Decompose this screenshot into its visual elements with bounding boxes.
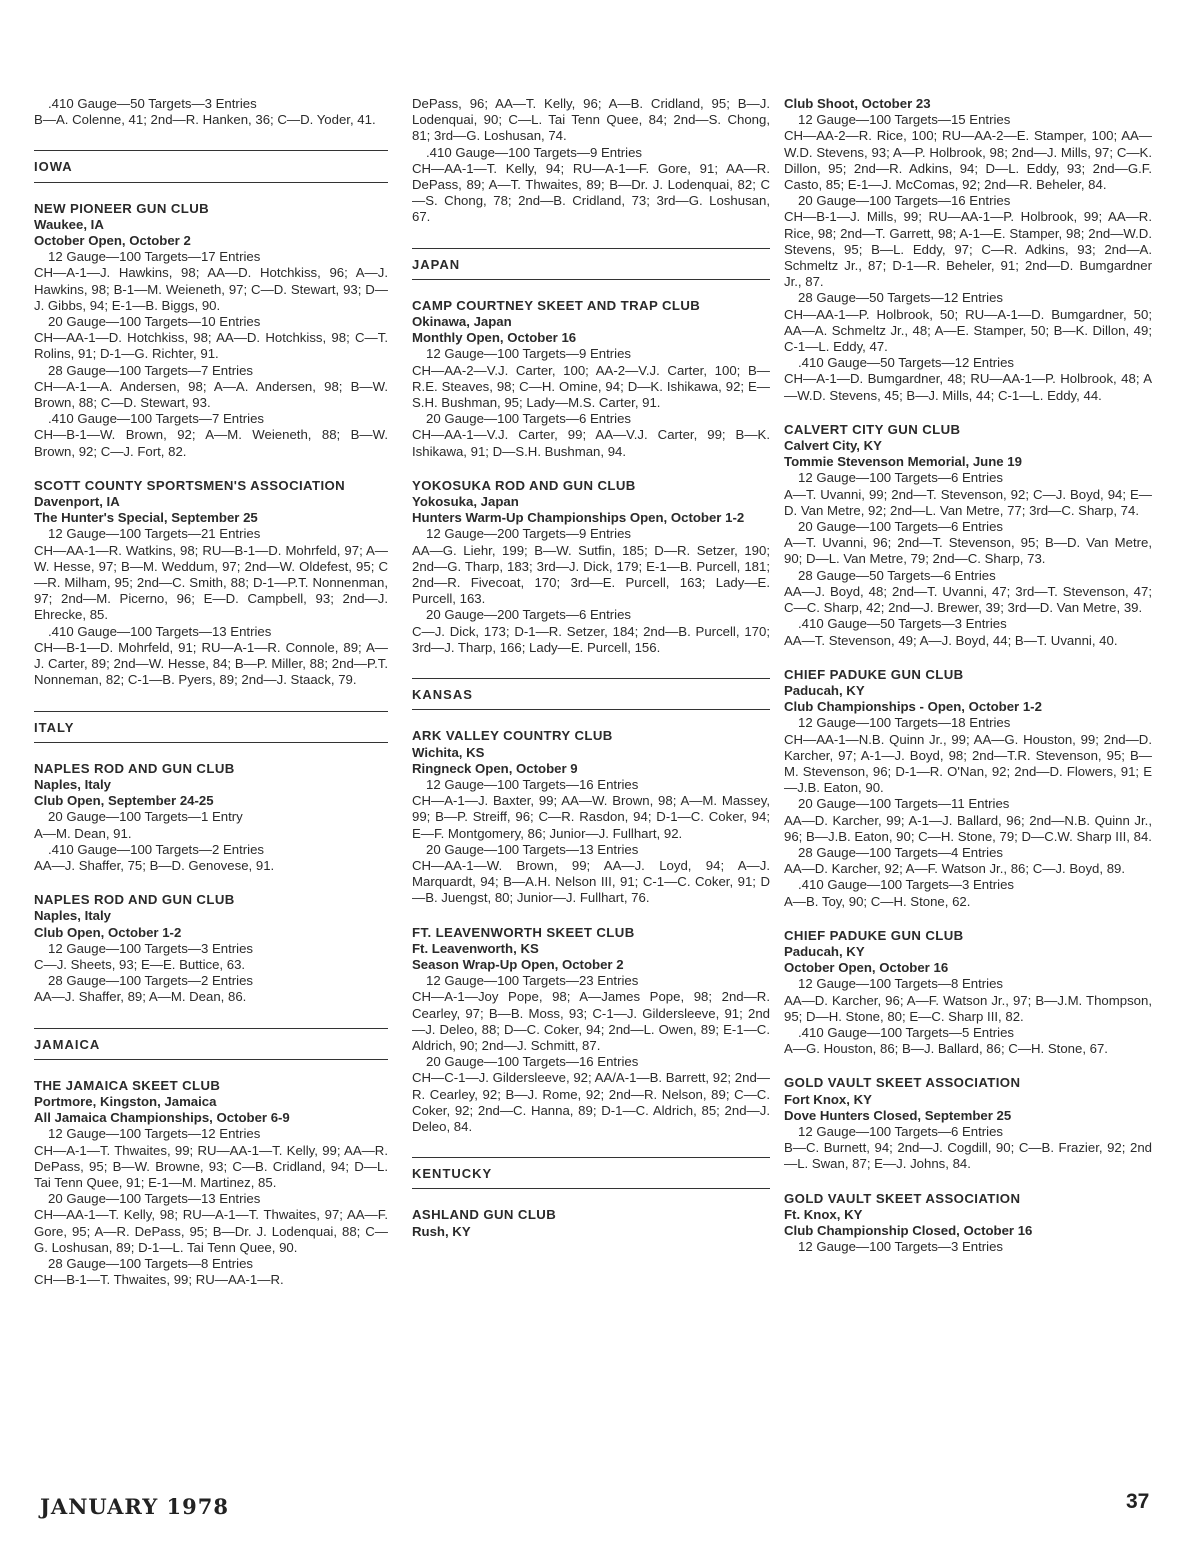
gauge-heading: 28 Gauge—100 Targets—7 Entries bbox=[48, 362, 254, 378]
results-text: B—A. Colenne, 41; 2nd—R. Hanken, 36; C—D. Yoder, 41. bbox=[34, 112, 376, 128]
results-block bbox=[412, 973, 774, 1135]
club-location: Okinawa, Japan bbox=[412, 314, 512, 330]
event-title: Club Open, September 24-25 bbox=[34, 793, 214, 809]
club-location: Paducah, KY bbox=[784, 943, 865, 959]
results-text: CH—AA-1—T. Kelly, 94; RU—A-1—F. Gore, 91; AA—R. DePass, 89; A—T. Thwaites, 89; B—Dr. J. Lodenquai, 82; C—S. Chong, 78; 2nd—B. Cridland, 73; 3rd—G. Loshusan, 67. bbox=[412, 160, 774, 225]
event-title: Club Championship Closed, October 16 bbox=[784, 1223, 1033, 1238]
gauge-heading: 28 Gauge—100 Targets—2 Entries bbox=[48, 973, 254, 989]
results-text: CH—A-1—J. Hawkins, 98; AA—D. Hotchkiss, 96; A—J. Hawkins, 98; B-1—M. Weieneth, 97; C—D. Stewart, 93; D—J. Gibbs, 94; E-1—B. Biggs, 90. bbox=[34, 265, 392, 313]
gauge-heading: 20 Gauge—200 Targets—6 Entries bbox=[426, 607, 632, 623]
gauge-heading: 12 Gauge—100 Targets—6 Entries bbox=[798, 470, 1004, 486]
column-2 bbox=[412, 96, 774, 1240]
state-section-header bbox=[34, 150, 388, 182]
results-text: C—J. Dick, 173; D-1—R. Setzer, 184; 2nd—B. Purcell, 170; 3rd—J. Tharp, 166; Lady—E. Purcell, 156. bbox=[412, 623, 774, 655]
column-3 bbox=[784, 96, 1156, 1255]
event-title: Ringneck Open, October 9 bbox=[412, 760, 578, 776]
issue-date-footer: JANUARY 1978 bbox=[40, 1494, 229, 1519]
club-location: Ft. Knox, KY bbox=[784, 1206, 863, 1222]
club-location: Portmore, Kingston, Jamaica bbox=[34, 1093, 217, 1109]
results-block bbox=[784, 976, 1156, 1057]
club-name: GOLD VAULT SKEET ASSOCIATION bbox=[784, 1190, 1021, 1206]
results-text: CH—B-1—T. Thwaites, 99; RU—AA-1—R. bbox=[34, 1272, 284, 1288]
club-location: Yokosuka, Japan bbox=[412, 494, 519, 510]
section-rule-bottom bbox=[34, 742, 388, 743]
club-location: Wichita, KS bbox=[412, 744, 485, 760]
results-text: AA—J. Shaffer, 89; A—M. Dean, 86. bbox=[34, 989, 247, 1005]
results-block bbox=[412, 346, 774, 459]
section-rule-bottom bbox=[412, 279, 770, 280]
results-block bbox=[784, 715, 1156, 909]
results-text: AA—D. Karcher, 99; A-1—J. Ballard, 96; 2nd—N.B. Quinn Jr., 96; B—J.B. Eaton, 90; C—H. Stone, 79; D—C.W. Sharp III, 84. bbox=[784, 812, 1156, 844]
section-rule-bottom bbox=[34, 1059, 388, 1060]
gauge-heading: 20 Gauge—100 Targets—11 Entries bbox=[798, 796, 1010, 812]
state-name: IOWA bbox=[34, 159, 73, 175]
club-location: Naples, Italy bbox=[34, 776, 111, 792]
results-text: CH—B-1—W. Brown, 92; A—M. Weieneth, 88; B—W. Brown, 92; C—J. Fort, 82. bbox=[34, 427, 392, 459]
gauge-heading: 12 Gauge—100 Targets—3 Entries bbox=[798, 1239, 1004, 1255]
results-text: AA—T. Stevenson, 49; A—J. Boyd, 44; B—T. Uvanni, 40. bbox=[784, 632, 1118, 648]
section-rule-bottom bbox=[34, 182, 388, 183]
results-text: CH—AA-1—D. Hotchkiss, 98; AA—D. Hotchkiss, 98; C—T. Rolins, 91; D-1—G. Richter, 91. bbox=[34, 330, 392, 362]
gauge-heading: 12 Gauge—100 Targets—8 Entries bbox=[798, 976, 1004, 992]
event-title: Tommie Stevenson Memorial, June 19 bbox=[784, 454, 1022, 470]
section-rule-bottom bbox=[412, 709, 770, 710]
gauge-heading: 12 Gauge—100 Targets—17 Entries bbox=[48, 249, 261, 265]
results-block bbox=[34, 1126, 392, 1288]
gauge-heading: 12 Gauge—100 Targets—6 Entries bbox=[798, 1123, 1004, 1139]
results-block bbox=[784, 470, 1156, 648]
event-title: Season Wrap-Up Open, October 2 bbox=[412, 956, 624, 972]
gauge-heading: 12 Gauge—100 Targets—18 Entries bbox=[798, 715, 1011, 731]
results-block bbox=[34, 809, 388, 874]
event-title: Monthly Open, October 16 bbox=[412, 330, 577, 346]
gauge-heading: 20 Gauge—100 Targets—10 Entries bbox=[48, 314, 261, 330]
results-text: CH—AA-1—W. Brown, 99; AA—J. Loyd, 94; A—J. Marquardt, 94; B—A.H. Nelson III, 91; C-1—C. Coker, 91; D—B. Juengst, 80; Junior—J. Fullhart, 76. bbox=[412, 857, 774, 906]
results-block bbox=[34, 249, 392, 460]
results-text: CH—AA-2—R. Rice, 100; RU—AA-2—E. Stamper, 100; AA—W.D. Stevens, 93; A—P. Holbrook, 98; 2nd—J. Mills, 97; C—K. Dillon, 95; 2nd—R. Adkins, 94; D—L. Eddy, 93; 2nd—G.F. Casto, 85; E-1—J. McComas, 92; 2nd—R. Beheler, 84. bbox=[784, 128, 1156, 193]
club-name: FT. LEAVENWORTH SKEET CLUB bbox=[412, 924, 635, 940]
results-block bbox=[412, 96, 774, 226]
results-text: CH—AA-1—P. Holbrook, 50; RU—A-1—D. Bumgardner, 50; AA—A. Schmeltz Jr., 48; A—E. Stamper, 50; B—K. Dillon, 49; C-1—L. Eddy, 47. bbox=[784, 306, 1156, 355]
gauge-heading: .410 Gauge—100 Targets—9 Entries bbox=[426, 144, 643, 160]
results-text: CH—A-1—A. Andersen, 98; A—A. Andersen, 98; B—W. Brown, 88; C—D. Stewart, 93. bbox=[34, 378, 392, 411]
club-name: YOKOSUKA ROD AND GUN CLUB bbox=[412, 477, 636, 493]
results-text: CH—AA-1—N.B. Quinn Jr., 99; AA—G. Houston, 99; 2nd—D. Karcher, 97; A-1—J. Boyd, 98; 2nd—T.R. Stevenson, 95; B—M. Stevenson, 96; D-1—R. O'Nan, 92; 2nd—D. Flowers, 91; E—J.B. Eaton, 90. bbox=[784, 731, 1156, 796]
club-name: ASHLAND GUN CLUB bbox=[412, 1207, 557, 1223]
gauge-heading: 12 Gauge—100 Targets—3 Entries bbox=[48, 940, 254, 956]
results-text: AA—G. Liehr, 199; B—W. Sutfin, 185; D—R. Setzer, 190; 2nd—G. Tharp, 183; 3rd—J. Dick, 179; E-1—B. Purcell, 181; 2nd—R. Fivecoat, 170; 3rd—E. Purcell, 163; Lady—E. Purcell, 163. bbox=[412, 542, 774, 607]
results-text: CH—A-1—D. Bumgardner, 48; RU—AA-1—P. Holbrook, 48; A—W.D. Stevens, 45; B—J. Mills, 44; C-1—L. Eddy, 44. bbox=[784, 371, 1152, 403]
gauge-heading: 12 Gauge—100 Targets—15 Entries bbox=[798, 112, 1011, 128]
results-text: C—J. Sheets, 93; E—E. Buttice, 63. bbox=[34, 956, 246, 972]
state-section-header bbox=[412, 248, 770, 280]
column-1 bbox=[34, 96, 392, 1288]
gauge-heading: 28 Gauge—50 Targets—6 Entries bbox=[798, 567, 996, 583]
gauge-heading: 12 Gauge—100 Targets—12 Entries bbox=[48, 1126, 261, 1142]
results-text: AA—J. Boyd, 48; 2nd—T. Uvanni, 47; 3rd—T. Stevenson, 47; C—C. Sharp, 42; 2nd—J. Brewer, 39; 3rd—D. Van Metre, 39. bbox=[784, 583, 1156, 616]
section-rule-bottom bbox=[412, 1188, 770, 1189]
club-name: CALVERT CITY GUN CLUB bbox=[784, 421, 961, 437]
club-name: NAPLES ROD AND GUN CLUB bbox=[34, 760, 235, 776]
club-location: Calvert City, KY bbox=[784, 438, 882, 454]
results-text: CH—AA-1—V.J. Carter, 99; AA—V.J. Carter, 99; B—K. Ishikawa, 91; D—S.H. Bushman, 94. bbox=[412, 427, 774, 459]
event-title: October Open, October 16 bbox=[784, 960, 949, 976]
event-title: Hunters Warm-Up Championships Open, October 1-2 bbox=[412, 510, 745, 526]
results-block bbox=[412, 776, 774, 907]
club-name: GOLD VAULT SKEET ASSOCIATION bbox=[784, 1075, 1021, 1091]
gauge-heading: .410 Gauge—100 Targets—13 Entries bbox=[48, 623, 272, 639]
state-name: KENTUCKY bbox=[412, 1166, 493, 1182]
gauge-heading: 12 Gauge—100 Targets—16 Entries bbox=[426, 776, 639, 792]
club-name: CHIEF PADUKE GUN CLUB bbox=[784, 927, 964, 943]
results-text: AA—D. Karcher, 92; A—F. Watson Jr., 86; C—J. Boyd, 89. bbox=[784, 861, 1126, 877]
gauge-heading: 28 Gauge—100 Targets—4 Entries bbox=[798, 844, 1004, 860]
page-number: 37 bbox=[1126, 1490, 1150, 1513]
results-text: CH—C-1—J. Gildersleeve, 92; AA/A-1—B. Barrett, 92; 2nd—R. Cearley, 92; B—J. Rome, 92; 2nd—R. Nelson, 89; C—C. Coker, 92; 2nd—C. Hanna, 89; D-1—C. Aldrich, 85; 2nd—J. Deleo, 84. bbox=[412, 1070, 774, 1134]
gauge-heading: 12 Gauge—100 Targets—9 Entries bbox=[426, 346, 632, 362]
results-block bbox=[412, 526, 774, 656]
gauge-heading: 20 Gauge—100 Targets—13 Entries bbox=[426, 841, 639, 857]
event-title: Club Championships - Open, October 1-2 bbox=[784, 699, 1042, 715]
results-text: CH—AA-1—R. Watkins, 98; RU—B-1—D. Mohrfeld, 97; A—W. Hesse, 97; B—M. Weddum, 97; 2nd—W. Oldefest, 95; C—R. Milham, 95; 2nd—C. Smith, 88; D-1—P.T. Nonnenman, 97; 2nd—M. Picerno, 96; E—D. Campbell, 93; 2nd—J. Ehrecke, 85. bbox=[34, 542, 392, 623]
event-title: October Open, October 2 bbox=[34, 233, 191, 249]
gauge-heading: 28 Gauge—100 Targets—8 Entries bbox=[48, 1255, 254, 1271]
state-name: KANSAS bbox=[412, 687, 473, 703]
gauge-heading: 20 Gauge—100 Targets—13 Entries bbox=[48, 1191, 261, 1207]
gauge-heading: 12 Gauge—200 Targets—9 Entries bbox=[426, 526, 632, 542]
state-section-header bbox=[34, 1028, 388, 1060]
state-section-header bbox=[412, 678, 770, 710]
results-text: A—B. Toy, 90; C—H. Stone, 62. bbox=[784, 893, 971, 909]
gauge-heading: .410 Gauge—50 Targets—3 Entries bbox=[48, 96, 257, 111]
gauge-heading: 20 Gauge—100 Targets—16 Entries bbox=[426, 1054, 639, 1070]
gauge-heading: .410 Gauge—50 Targets—3 Entries bbox=[798, 616, 1007, 632]
results-text: A—T. Uvanni, 99; 2nd—T. Stevenson, 92; C—J. Boyd, 94; E—D. Van Metre, 92; 2nd—L. Van Metre, 77; 3rd—C. Sharp, 74. bbox=[784, 486, 1152, 518]
results-block bbox=[34, 96, 388, 128]
club-name: NEW PIONEER GUN CLUB bbox=[34, 200, 210, 216]
results-block bbox=[34, 941, 388, 1006]
gauge-heading: .410 Gauge—100 Targets—5 Entries bbox=[798, 1024, 1015, 1040]
results-text: CH—AA-2—V.J. Carter, 100; AA-2—V.J. Carter, 100; B—R.E. Steaves, 98; C—H. Omine, 94; D—K. Ishikawa, 92; E—S.H. Bushman, 95; Lady—M.S. Carter, 91. bbox=[412, 362, 770, 411]
event-title: Dove Hunters Closed, September 25 bbox=[784, 1107, 1012, 1123]
club-location: Naples, Italy bbox=[34, 908, 111, 924]
results-text: B—C. Burnett, 94; 2nd—J. Cogdill, 90; C—B. Frazier, 92; 2nd—L. Swan, 87; E—J. Johns, 84. bbox=[784, 1140, 1152, 1172]
results-text: DePass, 96; AA—T. Kelly, 96; A—B. Cridland, 95; B—J. Lodenquai, 90; C—L. Tai Tenn Quee, 84; 2nd—S. Chong, 81; 3rd—G. Loshusan, 74. bbox=[412, 96, 774, 144]
gauge-heading: .410 Gauge—50 Targets—12 Entries bbox=[798, 355, 1015, 371]
gauge-heading: 28 Gauge—50 Targets—12 Entries bbox=[798, 290, 1004, 306]
club-location: Rush, KY bbox=[412, 1223, 471, 1239]
event-title: The Hunter's Special, September 25 bbox=[34, 510, 258, 526]
results-text: CH—AA-1—T. Kelly, 98; RU—A-1—T. Thwaites, 97; AA—F. Gore, 95; A—R. DePass, 95; B—Dr. J. Lodenquai, 88; C—G. Loshusan, 89; D-1—L. Tai Tenn Quee, 90. bbox=[34, 1207, 392, 1255]
club-name: CAMP COURTNEY SKEET AND TRAP CLUB bbox=[412, 297, 701, 313]
gauge-heading: .410 Gauge—100 Targets—7 Entries bbox=[48, 411, 265, 427]
gauge-heading: 12 Gauge—100 Targets—21 Entries bbox=[48, 526, 261, 542]
gauge-heading: 20 Gauge—100 Targets—1 Entry bbox=[48, 809, 243, 825]
results-text: CH—A-1—T. Thwaites, 99; RU—AA-1—T. Kelly, 99; AA—R. DePass, 95; B—W. Browne, 93; C—B. Cridland, 94; D—L. Tai Tenn Quee, 91; E-1—M. Martinez, 85. bbox=[34, 1142, 392, 1190]
results-text: CH—A-1—Joy Pope, 98; A—James Pope, 98; 2nd—R. Cearley, 97; B—B. Moss, 93; C-1—J. Gildersleeve, 91; 2nd—J. Deleo, 88; D—C. Coker, 94; 2nd—L. Owen, 89; E-1—C. Aldrich, 90; 2nd—J. Schmitt, 87. bbox=[412, 989, 774, 1053]
gauge-heading: .410 Gauge—100 Targets—2 Entries bbox=[48, 841, 265, 857]
state-name: ITALY bbox=[34, 719, 75, 735]
club-name: NAPLES ROD AND GUN CLUB bbox=[34, 892, 235, 908]
event-title: Club Open, October 1-2 bbox=[34, 924, 182, 940]
results-block bbox=[784, 1124, 1152, 1173]
event-title: All Jamaica Championships, October 6-9 bbox=[34, 1110, 290, 1126]
results-text: AA—D. Karcher, 96; A—F. Watson Jr., 97; B—J.M. Thompson, 95; D—H. Stone, 80; E—C. Sharp III, 82. bbox=[784, 992, 1156, 1024]
club-name: THE JAMAICA SKEET CLUB bbox=[34, 1077, 221, 1093]
results-block bbox=[784, 112, 1156, 404]
results-text: AA—J. Shaffer, 75; B—D. Genovese, 91. bbox=[34, 857, 275, 873]
club-name: SCOTT COUNTY SPORTSMEN'S ASSOCIATION bbox=[34, 477, 346, 493]
results-text: A—M. Dean, 91. bbox=[34, 825, 132, 841]
club-location: Ft. Leavenworth, KS bbox=[412, 940, 539, 956]
club-location: Waukee, IA bbox=[34, 216, 104, 232]
state-name: JAMAICA bbox=[34, 1036, 101, 1052]
gauge-heading: 20 Gauge—100 Targets—6 Entries bbox=[426, 411, 632, 427]
results-text: CH—B-1—D. Mohrfeld, 91; RU—A-1—R. Connole, 89; A—J. Carter, 89; 2nd—W. Hesse, 84; B—P. Miller, 88; 2nd—P.T. Nonneman, 82; C-1—B. Pyers, 89; 2nd—J. Staack, 79. bbox=[34, 639, 392, 688]
club-name: CHIEF PADUKE GUN CLUB bbox=[784, 666, 964, 682]
results-block bbox=[784, 1239, 1152, 1255]
club-location: Davenport, IA bbox=[34, 494, 120, 510]
gauge-heading: .410 Gauge—100 Targets—3 Entries bbox=[798, 877, 1015, 893]
state-section-header bbox=[412, 1157, 770, 1189]
state-name: JAPAN bbox=[412, 256, 461, 272]
gauge-heading: 20 Gauge—100 Targets—16 Entries bbox=[798, 193, 1011, 209]
gauge-heading: 12 Gauge—100 Targets—23 Entries bbox=[426, 973, 639, 989]
club-location: Fort Knox, KY bbox=[784, 1091, 872, 1107]
event-title: Club Shoot, October 23 bbox=[784, 96, 931, 111]
gauge-heading: 20 Gauge—100 Targets—6 Entries bbox=[798, 519, 1004, 535]
results-block bbox=[34, 526, 392, 688]
results-text: A—G. Houston, 86; B—J. Ballard, 86; C—H. Stone, 67. bbox=[784, 1041, 1108, 1057]
results-text: A—T. Uvanni, 96; 2nd—T. Stevenson, 95; B—D. Van Metre, 90; D—L. Van Metre, 79; 2nd—C. Sharp, 73. bbox=[784, 535, 1156, 567]
results-text: CH—A-1—J. Baxter, 99; AA—W. Brown, 98; A—M. Massey, 99; B—P. Streiff, 96; C—R. Rasdon, 94; D-1—C. Coker, 94; E—F. Montgomery, 86; Junior—J. Fullhart, 92. bbox=[412, 793, 774, 841]
results-text: CH—B-1—J. Mills, 99; RU—AA-1—P. Holbrook, 99; AA—R. Rice, 98; 2nd—T. Garrett, 98; A-1—E. Stamper, 98; 2nd—W.D. Stevens, 95; B—L. Eddy, 97; C—R. Adkins, 93; 2nd—A. Schmeltz Jr., 87; D-1—R. Beheler, 91; 2nd—D. Bumgardner Jr., 87. bbox=[784, 209, 1156, 290]
state-section-header bbox=[34, 711, 388, 743]
club-location: Paducah, KY bbox=[784, 682, 865, 698]
club-name: ARK VALLEY COUNTRY CLUB bbox=[412, 728, 613, 744]
